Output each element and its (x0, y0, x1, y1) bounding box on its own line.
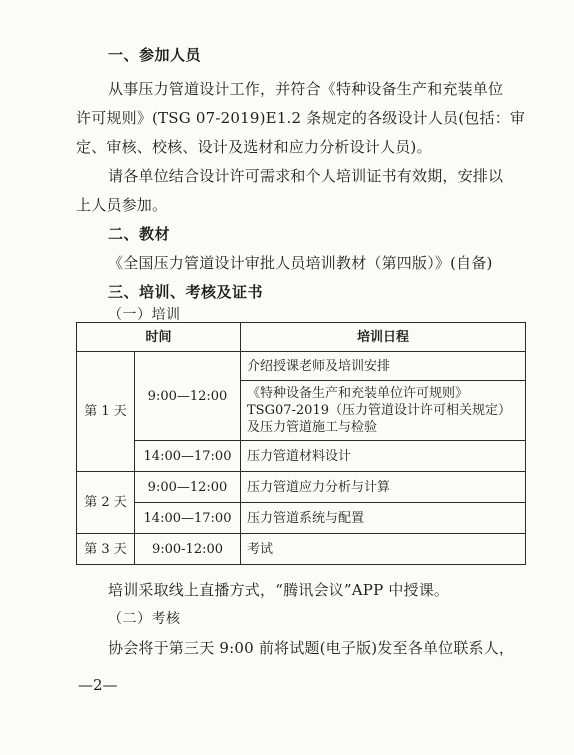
table-header-time: 时间 (77, 323, 241, 352)
day-3-cell: 第 3 天 (77, 534, 135, 565)
time-cell: 9:00—12:00 (135, 472, 241, 503)
textbook-line: 《全国压力管道设计审批人员培训教材（第四版）》(自备) (108, 254, 493, 272)
schedule-item-line: 及压力管道施工与检验 (247, 420, 378, 435)
schedule-item-line: 《特种设备生产和充装单位许可规则》 (247, 386, 469, 401)
time-cell: 14:00—17:00 (135, 503, 241, 534)
table-row (77, 503, 526, 534)
table-row (77, 534, 526, 565)
training-note: 培训采取线上直播方式，“腾讯会议”APP 中授课。 (108, 581, 450, 599)
training-schedule-table (76, 322, 526, 565)
day-2-cell: 第 2 天 (77, 472, 135, 534)
table-row (77, 472, 526, 503)
schedule-item-regulation (241, 381, 526, 441)
subsection-training-title: （一）培训 (108, 307, 181, 323)
time-cell: 9:00-12:00 (135, 534, 241, 565)
time-cell: 9:00—12:00 (135, 352, 241, 441)
subsection-exam-title: （二）考核 (108, 611, 181, 627)
paragraph-line: 请各单位结合设计许可需求和个人培训证书有效期，安排以 (108, 167, 504, 185)
section-2-heading: 二、教材 (108, 225, 171, 243)
table-header-schedule: 培训日程 (241, 323, 526, 352)
day-1-cell: 第 1 天 (77, 352, 135, 472)
schedule-item: 考试 (241, 534, 526, 565)
schedule-item-line: TSG07-2019（压力管道设计许可相关规定） (247, 403, 511, 418)
section-3-heading: 三、培训、考核及证书 (108, 283, 264, 301)
schedule-item: 压力管道系统与配置 (241, 503, 526, 534)
time-cell: 14:00—17:00 (135, 441, 241, 472)
section-1-heading: 一、参加人员 (108, 46, 202, 64)
page-number: —2— (78, 676, 118, 694)
paragraph-line: 定、审核、校核、设计及选材和应力分析设计人员)。 (76, 138, 432, 156)
paragraph-line: 上人员参加。 (76, 196, 168, 214)
paragraph-line: 许可规则》(TSG 07-2019)E1.2 条规定的各级设计人员(包括：审 (76, 109, 526, 127)
paragraph-line: 从事压力管道设计工作，并符合《特种设备生产和充装单位 (108, 80, 504, 98)
exam-paragraph-line: 协会将于第三天 9:00 前将试题(电子版)发至各单位联系人， (108, 639, 515, 657)
table-header-row (77, 323, 526, 352)
schedule-item: 介绍授课老师及培训安排 (241, 352, 526, 381)
schedule-item: 压力管道材料设计 (241, 441, 526, 472)
schedule-item: 压力管道应力分析与计算 (241, 472, 526, 503)
table-row (77, 441, 526, 472)
table-row (77, 352, 526, 381)
